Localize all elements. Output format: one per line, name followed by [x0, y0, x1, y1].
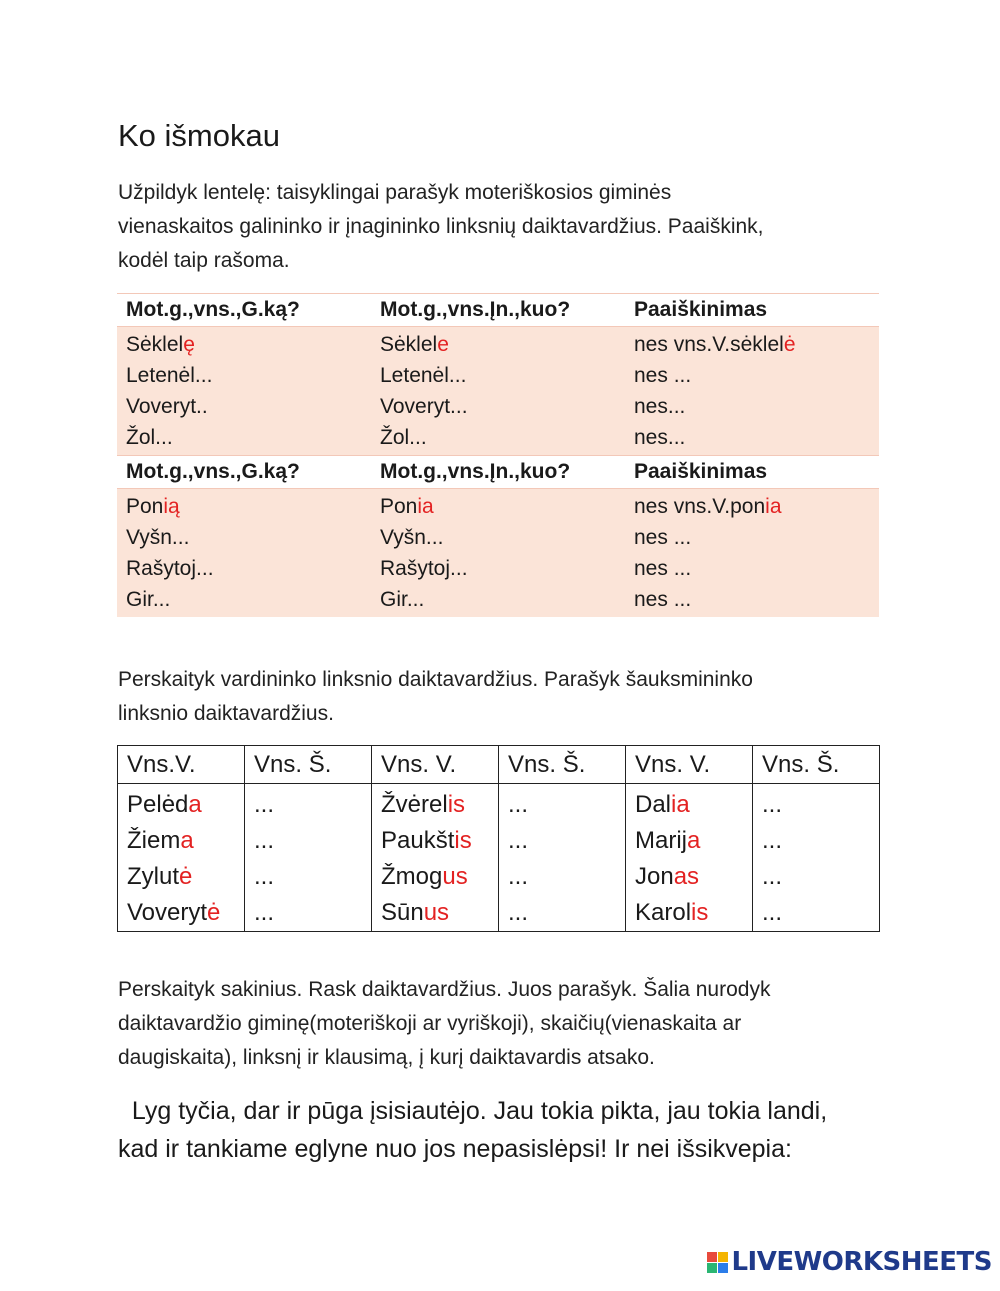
table-cell — [117, 588, 371, 612]
logo-square — [707, 1252, 717, 1262]
header-cell: Vns. Š. — [245, 746, 372, 784]
cell-word — [381, 859, 498, 895]
word-stem: Sėklel — [380, 332, 438, 356]
cell-word — [508, 787, 625, 823]
word-stem: ... — [762, 827, 783, 854]
instructions-3-line: daugiskaita), linksnį ir klausimą, į kurį daiktavardis atsako. — [118, 1046, 655, 1069]
table-cell — [117, 495, 371, 519]
table-cell — [371, 364, 625, 388]
word-stem: nes ... — [634, 587, 692, 611]
word-ending: a — [188, 791, 202, 818]
word-stem: ... — [254, 827, 275, 854]
header-cell: Mot.g.,vns.Įn.,kuo? — [380, 460, 571, 483]
table-cell — [625, 395, 879, 419]
word-stem: ... — [762, 899, 783, 926]
word-stem: Rašytoj... — [126, 556, 214, 580]
table-cell — [117, 364, 371, 388]
cell-word — [127, 823, 244, 859]
table-1-group-2 — [117, 489, 879, 617]
word-stem: Žmog — [381, 863, 443, 890]
word-ending: is — [454, 827, 472, 854]
instructions-1-line: Užpildyk lentelę: taisyklingai parašyk moteriškosios giminės — [118, 181, 672, 204]
word-stem: Pon — [380, 494, 418, 518]
cell-word — [381, 823, 498, 859]
cell-word — [762, 787, 879, 823]
word-stem: Dal — [635, 791, 672, 818]
word-stem: Paukšt — [381, 827, 455, 854]
word-ending: e — [437, 332, 449, 356]
instructions-3-line: Perskaityk sakinius. Rask daiktavardžius. Juos parašyk. Šalia nurodyk — [118, 978, 771, 1001]
table-2-header-row — [118, 746, 880, 784]
word-stem: Marij — [635, 827, 687, 854]
word-ending: as — [673, 863, 700, 890]
word-stem: Zylut — [127, 863, 180, 890]
word-stem: Žiem — [127, 827, 181, 854]
cell-word — [508, 859, 625, 895]
table-cell — [371, 333, 625, 357]
header-cell: Mot.g.,vns.,G.ką? — [126, 460, 300, 483]
story-line: kad ir tankiame eglyne nuo jos nepasislėpsi! Ir nei išsikvepia: — [118, 1135, 792, 1163]
cell-word — [635, 859, 752, 895]
table-cell — [117, 395, 371, 419]
word-stem: ... — [254, 899, 275, 926]
word-ending: us — [423, 899, 450, 926]
cell-word — [254, 859, 371, 895]
word-ending: ią — [163, 494, 180, 518]
table-cell — [117, 557, 371, 581]
cell-word — [254, 823, 371, 859]
table-row — [117, 360, 879, 391]
table-cell — [626, 784, 753, 932]
table-cell — [371, 495, 625, 519]
table-cell — [625, 588, 879, 612]
story-text — [118, 1092, 827, 1168]
table-cell — [499, 784, 626, 932]
word-stem: ... — [254, 863, 275, 890]
word-ending: ia — [417, 494, 434, 518]
liveworksheets-logo[interactable] — [707, 1247, 992, 1277]
word-stem: nes... — [634, 425, 686, 449]
word-ending: ė — [179, 863, 193, 890]
word-stem: nes ... — [634, 556, 692, 580]
cell-word — [127, 895, 244, 931]
word-ending: ė — [783, 332, 796, 356]
table-cell — [245, 784, 372, 932]
table-1-group-1 — [117, 327, 879, 455]
logo-square — [718, 1263, 728, 1273]
word-stem: ... — [762, 863, 783, 890]
word-stem: Žvėrel — [381, 791, 448, 818]
word-stem: Rašytoj... — [380, 556, 468, 580]
table-cell — [371, 395, 625, 419]
word-stem: Vyšn... — [380, 525, 444, 549]
cell-word — [508, 823, 625, 859]
table-cell — [625, 557, 879, 581]
table-1-header-2 — [117, 455, 879, 489]
word-stem: ... — [508, 827, 529, 854]
header-cell: Mot.g.,vns.,G.ką? — [126, 298, 300, 321]
word-stem: Voveryt... — [380, 394, 468, 418]
table-cell — [117, 333, 371, 357]
word-stem: nes ... — [634, 363, 692, 387]
cell-word — [254, 787, 371, 823]
word-stem: Letenėl... — [126, 363, 213, 387]
word-stem: Žol... — [380, 425, 427, 449]
table-cell — [625, 426, 879, 450]
word-stem: ... — [254, 791, 275, 818]
cell-word — [762, 823, 879, 859]
word-ending: ė — [207, 899, 221, 926]
word-stem: Karol — [635, 899, 692, 926]
story-line: Lyg tyčia, dar ir pūga įsisiautėjo. Jau tokia pikta, jau tokia landi, — [118, 1097, 828, 1125]
word-stem: Letenėl... — [380, 363, 467, 387]
word-stem: ... — [508, 863, 529, 890]
cell-word — [127, 859, 244, 895]
table-row — [117, 522, 879, 553]
word-stem: ... — [508, 791, 529, 818]
table-cell — [753, 784, 880, 932]
header-cell: Vns. V. — [626, 746, 753, 784]
word-ending: us — [442, 863, 468, 890]
instructions-2-line: linksnio daiktavardžius. — [118, 702, 334, 725]
word-stem: Pelėd — [127, 791, 189, 818]
word-stem: Vyšn... — [126, 525, 190, 549]
word-stem: Sūn — [381, 899, 424, 926]
word-ending: ę — [183, 332, 195, 356]
table-cell — [625, 333, 879, 357]
table-row — [117, 391, 879, 422]
cell-word — [381, 895, 498, 931]
word-stem: Voveryt.. — [126, 394, 208, 418]
word-stem: nes vns.V.sėklel — [634, 332, 784, 356]
word-stem: Pon — [126, 494, 164, 518]
logo-square — [718, 1252, 728, 1262]
cell-word — [762, 895, 879, 931]
table-cell — [625, 364, 879, 388]
table-2 — [117, 745, 880, 932]
word-ending: a — [180, 827, 194, 854]
table-cell — [371, 557, 625, 581]
table-row — [117, 584, 879, 615]
header-cell: Vns. Š. — [753, 746, 880, 784]
table-cell — [371, 526, 625, 550]
instructions-1-line: vienaskaitos galininko ir įnagininko linksnių daiktavardžius. Paaiškink, — [118, 215, 764, 238]
word-stem: ... — [508, 899, 529, 926]
header-cell: Mot.g.,vns.Įn.,kuo? — [380, 298, 571, 321]
table-cell — [118, 784, 245, 932]
word-stem: nes vns.V.pon — [634, 494, 766, 518]
instructions-3 — [118, 973, 770, 1075]
table-row — [117, 329, 879, 360]
cell-word — [635, 823, 752, 859]
cell-word — [762, 859, 879, 895]
logo-text: LIVEWORKSHEETS — [731, 1247, 992, 1277]
word-ending: is — [447, 791, 466, 818]
word-ending: is — [691, 899, 709, 926]
word-stem: Žol... — [126, 425, 173, 449]
cell-word — [127, 787, 244, 823]
header-cell: Paaiškinimas — [634, 460, 768, 483]
word-stem: nes... — [634, 394, 686, 418]
word-ending: a — [687, 827, 701, 854]
word-stem: Jon — [635, 863, 674, 890]
cell-word — [254, 895, 371, 931]
table-cell — [372, 784, 499, 932]
instructions-1-line: kodėl taip rašoma. — [118, 249, 290, 272]
word-stem: nes ... — [634, 525, 692, 549]
header-cell: Vns.V. — [118, 746, 245, 784]
logo-icon — [707, 1252, 728, 1273]
header-cell: Vns. V. — [372, 746, 499, 784]
table-cell — [117, 526, 371, 550]
word-stem: Sėklel — [126, 332, 184, 356]
cell-word — [381, 787, 498, 823]
page-title: Ko išmokau — [118, 118, 280, 153]
word-stem: Gir... — [126, 587, 171, 611]
table-row — [117, 553, 879, 584]
header-cell: Vns. Š. — [499, 746, 626, 784]
cell-word — [635, 787, 752, 823]
instructions-2 — [118, 663, 753, 731]
cell-word — [635, 895, 752, 931]
table-cell — [625, 526, 879, 550]
table-cell — [371, 588, 625, 612]
table-cell — [117, 426, 371, 450]
table-row — [117, 491, 879, 522]
instructions-2-line: Perskaityk vardininko linksnio daiktavardžius. Parašyk šauksmininko — [118, 668, 753, 691]
instructions-1 — [118, 176, 764, 278]
logo-square — [707, 1263, 717, 1273]
word-ending: ia — [765, 494, 782, 518]
table-1-header — [117, 293, 879, 327]
word-ending: ia — [671, 791, 690, 818]
header-cell: Paaiškinimas — [634, 298, 768, 321]
table-cell — [625, 495, 879, 519]
table-2-body-row — [118, 784, 880, 932]
word-stem: ... — [762, 791, 783, 818]
word-stem: Voveryt — [127, 899, 208, 926]
table-cell — [371, 426, 625, 450]
table-1 — [117, 293, 879, 617]
word-stem: Gir... — [380, 587, 425, 611]
instructions-3-line: daiktavardžio giminę(moteriškoji ar vyriškoji), skaičių(vienaskaita ar — [118, 1012, 742, 1035]
table-row — [117, 422, 879, 453]
cell-word — [508, 895, 625, 931]
